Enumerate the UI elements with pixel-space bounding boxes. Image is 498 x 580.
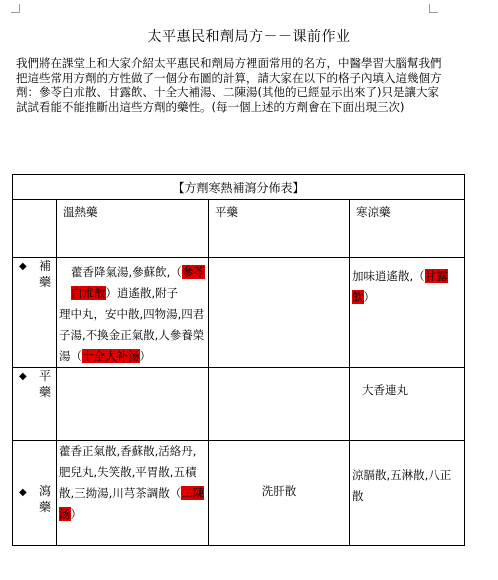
highlighted-answer: 十全大补汤 [82, 349, 140, 363]
diamond-bullet-icon: ◆ [19, 371, 27, 382]
cell-xie-warm [57, 441, 209, 546]
row-label-text: 補藥 [39, 259, 52, 289]
cell-text: 藿香降氣湯,參蘇飲,（ [71, 265, 182, 279]
cell-text: 洗肝散 [261, 484, 297, 498]
cell-text: ） [139, 349, 151, 363]
cell-bu-neutral [209, 258, 350, 368]
cell-text: ） [70, 507, 82, 521]
cell-ping-neutral [209, 368, 350, 441]
row-label-bu [13, 258, 57, 368]
intro-formulas: 參苓白朮散、甘露飲、十全大補湯、二陳湯 [39, 85, 258, 99]
intro-text-2: (其他的已經显示出來了)只是讓大家試試看能不能推斷出這些方劑的藥性。(每一個上述的方劑會在下面出現三次) [16, 85, 439, 114]
page-corner-mark-left [11, 4, 20, 13]
cell-text: 藿香正氣散,香蘇散,活絡丹,肥兒丸,失笑散,平胃散,五積散,三拗湯,川芎茶調散（ [59, 444, 197, 500]
cell-text: 涼膈散,五淋散,八正散 [352, 468, 452, 503]
cell-text: ）逍遙散,附子 [105, 286, 179, 300]
row-label-text: 瀉藥 [39, 484, 52, 514]
cell-text: ） [363, 290, 375, 304]
cell-ping-cold [350, 368, 465, 441]
table-caption: 【方劑寒熱補瀉分佈表】 [13, 175, 465, 200]
highlighted-answer: 甘露飲 [352, 269, 448, 304]
cell-xie-cold [350, 441, 465, 546]
page-corner-mark-right [429, 4, 438, 13]
highlighted-answer: 參苓白朮散 [71, 265, 205, 300]
column-header-warm: 溫熱藥 [57, 200, 209, 258]
diamond-bullet-icon: ◆ [19, 261, 27, 272]
column-header-cold: 寒涼藥 [350, 200, 465, 258]
document-title: 太平惠民和劑局方－－课前作业 [147, 29, 351, 45]
row-label-xie [13, 441, 57, 546]
intro-text-1: 我們將在課堂上和大家介紹太平惠民和劑局方裡面常用的名方，中醫學習大腦幫我們把這些常用方劑的方性做了一個分布圖的計算，請大家在以下的格子內填入這幾個方劑： [16, 56, 442, 99]
cell-text: 加味逍遙散,（ [352, 269, 425, 283]
intro-paragraph [16, 56, 446, 114]
header-blank-cell [13, 200, 57, 258]
cell-text: 人參養榮湯（ [59, 328, 205, 363]
row-label-text: 平藥 [39, 369, 52, 399]
cell-text: 理中丸，安中散,四物湯,四君子湯,不換金正氣散, [59, 307, 205, 342]
diamond-bullet-icon: ◆ [19, 487, 27, 498]
row-label-ping [13, 368, 57, 441]
distribution-table [12, 174, 465, 546]
column-header-neutral: 平藥 [209, 200, 350, 258]
cell-text: 大香連丸 [362, 383, 408, 397]
cell-xie-neutral [209, 441, 350, 546]
cell-ping-warm [57, 368, 209, 441]
cell-bu-cold [350, 258, 465, 368]
cell-bu-warm [57, 258, 209, 368]
highlighted-answer: 二陳汤 [59, 486, 205, 521]
